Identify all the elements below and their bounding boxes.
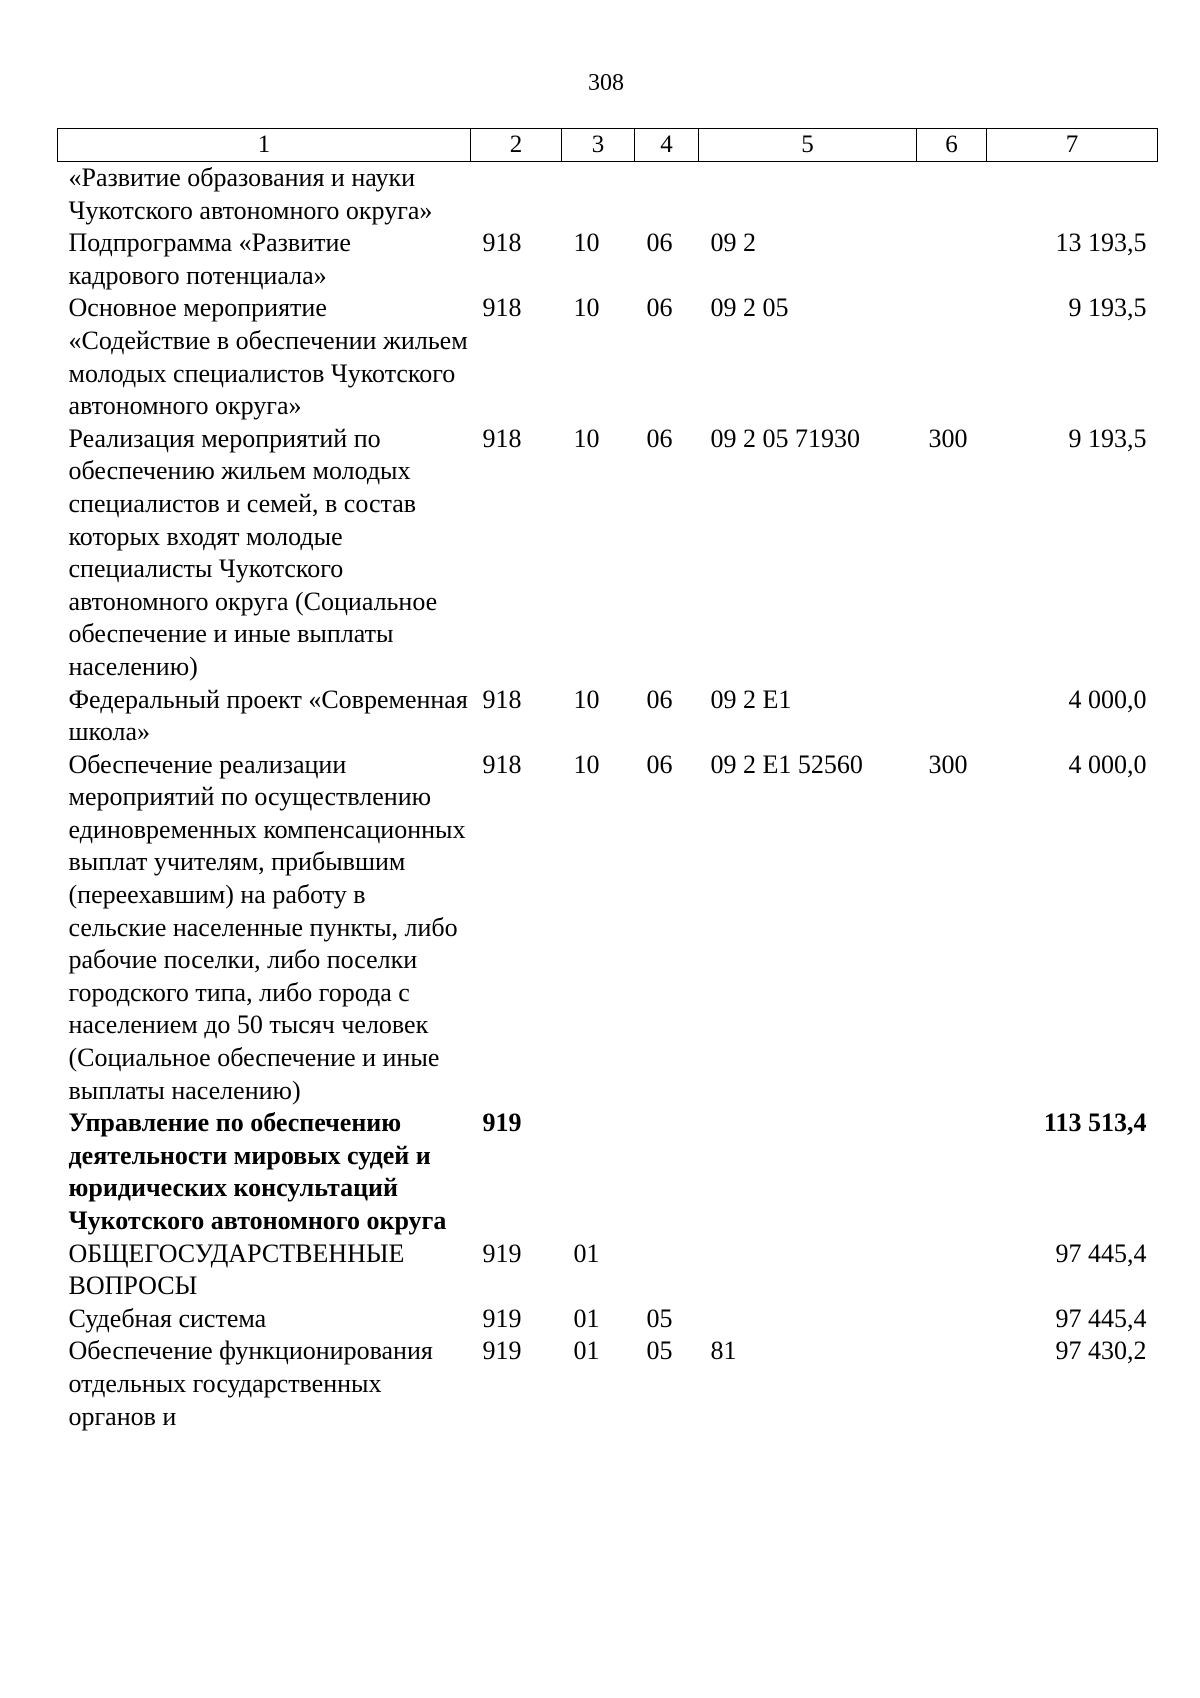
row-name-cell: «Развитие образования и науки Чукотского автономного округа»	[68, 163, 433, 225]
row-col2-cell	[471, 162, 562, 228]
row-col6-cell: 300	[928, 423, 968, 453]
column-header-2: 2	[471, 129, 562, 162]
page-number: 308	[588, 70, 624, 96]
row-col2-cell: 918	[482, 293, 522, 323]
row-sum-cell: 97 445,4	[1055, 1238, 1147, 1268]
row-col3-cell: 10	[573, 423, 600, 453]
row-col4-cell: 06	[646, 293, 673, 323]
row-col6-cell: 300	[928, 749, 968, 779]
row-col2-cell: 918	[482, 423, 522, 453]
row-col4-cell: 06	[646, 684, 673, 714]
row-col5-cell	[699, 1238, 917, 1303]
table-row	[58, 423, 1158, 684]
row-sum-cell: 113 513,4	[1043, 1108, 1147, 1138]
row-col6-cell	[917, 162, 987, 228]
row-sum-cell: 9 193,5	[1068, 423, 1147, 453]
row-col2-cell: 918	[482, 684, 522, 714]
row-col6-cell	[917, 684, 987, 749]
column-header-7: 7	[987, 129, 1158, 162]
row-col6-cell	[917, 1303, 987, 1336]
column-header-5: 5	[699, 129, 917, 162]
row-col5-cell: 09 2 E1 52560	[710, 749, 863, 779]
row-col4-cell: 05	[646, 1303, 673, 1333]
row-name-cell: Управление по обеспечению деятельности мировых судей и юридических консультаций Чукотского автономного округа	[68, 1108, 447, 1235]
row-name-cell: Обеспечение реализации мероприятий по осуществлению единовременных компенсационных выплат учителям, прибывшим (переехавшим) на работу в сельские населенные пункты, либо рабочие поселки, либо поселки городского типа, либо города с населением до 50 тысяч человек (Социальное обеспечение и иные выплаты населению)	[68, 749, 466, 1105]
table-row	[58, 684, 1158, 749]
row-col4-cell: 05	[646, 1336, 673, 1366]
row-col5-cell	[699, 1107, 917, 1237]
row-col2-cell: 918	[482, 228, 522, 258]
row-col2-cell: 919	[482, 1108, 522, 1138]
row-name-cell: ОБЩЕГОСУДАРСТВЕННЫЕ ВОПРОСЫ	[68, 1238, 405, 1301]
budget-table	[57, 128, 1158, 1433]
row-col4-cell	[635, 162, 699, 228]
table-row	[58, 162, 1158, 228]
column-header-3: 3	[562, 129, 635, 162]
row-col5-cell	[699, 1303, 917, 1336]
table-body	[58, 162, 1158, 1434]
row-sum-cell: 97 430,2	[1055, 1336, 1147, 1366]
row-col6-cell	[917, 227, 987, 292]
row-col6-cell	[917, 292, 987, 422]
table-header-row	[58, 129, 1158, 162]
row-col5-cell	[699, 162, 917, 228]
row-col5-cell: 09 2 E1	[710, 684, 792, 714]
row-col5-cell: 09 2	[710, 228, 756, 258]
row-col3-cell	[562, 162, 635, 228]
table-row	[58, 1335, 1158, 1433]
table-row	[58, 1238, 1158, 1303]
row-sum-cell	[987, 162, 1158, 228]
row-col2-cell: 918	[482, 749, 522, 779]
row-sum-cell: 9 193,5	[1068, 293, 1147, 323]
table-row	[58, 1303, 1158, 1336]
row-col6-cell	[917, 1335, 987, 1433]
row-name-cell: Подпрограмма «Развитие кадрового потенциала»	[68, 228, 351, 290]
row-col3-cell: 01	[573, 1303, 600, 1333]
row-col3-cell: 10	[573, 684, 600, 714]
column-header-6: 6	[917, 129, 987, 162]
row-col3-cell	[562, 1107, 635, 1237]
row-col4-cell: 06	[646, 749, 673, 779]
column-header-1: 1	[58, 129, 471, 162]
row-name-cell: Судебная система	[68, 1303, 267, 1333]
row-name-cell: Основное мероприятие «Содействие в обеспечении жильем молодых специалистов Чукотского автономного округа»	[68, 293, 468, 421]
table-row	[58, 749, 1158, 1108]
row-col2-cell: 919	[482, 1303, 522, 1333]
table-row	[58, 292, 1158, 422]
row-col6-cell	[917, 1107, 987, 1237]
row-col4-cell: 06	[646, 228, 673, 258]
row-sum-cell: 4 000,0	[1068, 684, 1147, 714]
row-col4-cell: 06	[646, 423, 673, 453]
row-col3-cell: 01	[573, 1238, 600, 1268]
row-name-cell: Обеспечение функционирования отдельных государственных органов и	[68, 1336, 433, 1431]
row-col3-cell: 01	[573, 1336, 600, 1366]
row-sum-cell: 4 000,0	[1068, 749, 1147, 779]
row-col5-cell: 81	[710, 1336, 737, 1366]
row-col5-cell: 09 2 05	[710, 293, 789, 323]
row-sum-cell: 97 445,4	[1055, 1303, 1147, 1333]
row-name-cell: Федеральный проект «Современная школа»	[68, 684, 468, 747]
row-col2-cell: 919	[482, 1238, 522, 1268]
row-col5-cell: 09 2 05 71930	[710, 423, 860, 453]
row-sum-cell: 13 193,5	[1055, 228, 1147, 258]
row-col3-cell: 10	[573, 228, 600, 258]
row-col2-cell: 919	[482, 1336, 522, 1366]
row-col3-cell: 10	[573, 749, 600, 779]
row-col6-cell	[917, 1238, 987, 1303]
row-col4-cell	[635, 1238, 699, 1303]
table-row	[58, 1107, 1158, 1237]
column-header-4: 4	[635, 129, 699, 162]
row-name-cell: Реализация мероприятий по обеспечению жильем молодых специалистов и семей, в состав которых входят молодые специалисты Чукотского автономного округа (Социальное обеспечение и иные выплаты населению)	[68, 423, 438, 681]
table-row	[58, 227, 1158, 292]
row-col4-cell	[635, 1107, 699, 1237]
row-col3-cell: 10	[573, 293, 600, 323]
